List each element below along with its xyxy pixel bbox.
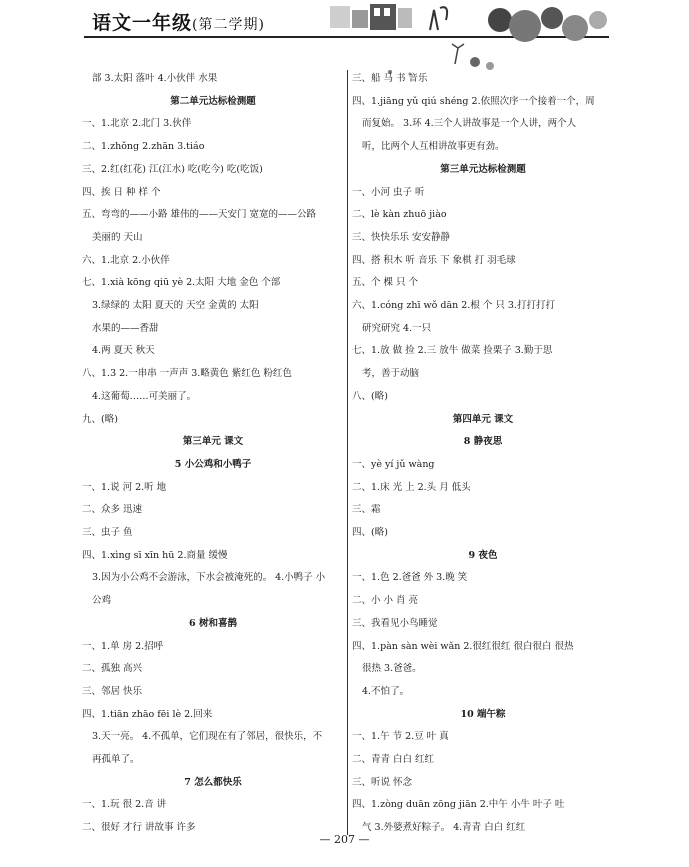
left-answer-line: 6 树和喜鹊 [189,617,237,629]
right-answer-line: 二、1.床 光 上 2.头 月 低头 [352,481,471,493]
right-answer-line: 五、个 棵 只 个 [352,277,419,289]
right-answer-line: 三、霜 [352,504,381,516]
left-answer-line: 五、弯弯的——小路 雄伟的——天安门 宽宽的——公路 [82,209,317,221]
right-answer-line: 三、我看见小鸟睡觉 [352,617,438,629]
left-answer-line: 5 小公鸡和小鸭子 [174,458,252,470]
left-answer-line: 3.因为小公鸡不会游泳，下水会被淹死的。 4.小鸭子 小 [92,572,326,584]
header-title-text: 语文一年级 [92,12,193,34]
left-answer-line: 美丽的 天山 [92,231,143,243]
right-answer-line: 而复始。 3.环 4.三个人讲故事是一个人讲，两个人 [362,118,577,130]
right-answer-line: 三、快快乐乐 安安静静 [352,231,451,243]
left-answer-line: 一、1.单 房 2.招呼 [82,640,164,652]
right-answer-line: 四、搭 积木 听 音乐 下 象棋 打 羽毛球 [352,254,516,266]
right-answer-line: 10 端午粽 [460,708,506,720]
right-answer-line: 第四单元 课文 [452,413,514,425]
right-answer-line: 二、lè kàn zhuō jiào [352,209,447,221]
right-answer-line: 一、1.午 节 2.豆 叶 真 [352,731,449,743]
left-answer-line: 第二单元达标检测题 [170,95,256,107]
left-answer-line: 三、邻居 快乐 [82,685,143,697]
left-answer-line: 七、1.xià kōng qiū yè 2.太阳 大地 金色 个部 [82,277,281,289]
right-answer-line: 研究研究 4.一只 [362,322,432,334]
left-answer-line: 一、1.北京 2.北门 3.伙伴 [82,118,192,130]
header-decoration-icon [330,0,620,80]
column-divider [347,70,348,835]
right-answer-line: 六、1.cóng zhī wǒ dān 2.根 个 只 3.打打打打 [352,300,555,311]
left-answer-line: 二、孤独 高兴 [82,663,143,675]
right-answer-line: 八、(略) [352,390,388,402]
left-answer-line: 三、2.红(红花) 江(江水) 吃(吃今) 吃(吃饭) [82,163,263,175]
page-number: — 207 — [319,833,370,846]
left-answer-line: 3.绿绿的 太阳 夏天的 天空 金黄的 太阳 [92,300,259,311]
left-answer-line: 四、挨 日 种 样 个 [82,186,161,198]
left-answer-line: 再孤单了。 [92,754,140,765]
left-answer-line: 7 怎么都快乐 [184,776,242,788]
left-answer-line: 三、虫子 鱼 [82,527,133,538]
left-answer-line: 二、1.zhǒng 2.zhān 3.tiáo [82,141,205,153]
right-answer-line: 气 3.外婆煮好粽子。 4.青青 白白 红红 [362,822,526,834]
right-answer-line: 8 静夜思 [463,436,503,448]
left-answer-line: 4.这葡萄……可美丽了。 [92,390,197,402]
left-answer-line: 一、1.玩 很 2.音 讲 [82,799,167,811]
right-answer-line: 四、1.pàn sàn wèi wǎn 2.很红很红 很白很白 很热 [352,640,574,652]
page-header [0,0,689,80]
left-answer-line: 第三单元 课文 [182,436,244,448]
header-title [92,8,265,35]
right-answer-line: 一、1.色 2.爸爸 外 3.晚 笑 [352,572,468,584]
right-answer-line: 四、1.jiāng yǔ qiú shéng 2.依照次序一个接着一个，周 [352,95,595,107]
left-answer-line: 六、1.北京 2.小伙伴 [82,254,170,266]
left-answer-line: 八、1.3 2.一串串 一声声 3.略黄色 紫红色 粉红色 [82,368,292,380]
left-answer-line: 四、1.xìng sī xīn hū 2.商量 缓慢 [82,549,228,561]
left-answer-line: 4.两 夏天 秋天 [92,345,155,357]
right-answer-line: 一、yè yí jǔ wàng [352,458,435,470]
right-answer-line: 二、小 小 肖 亮 [352,595,419,607]
right-answer-line: 四、1.zòng duān zōng jiān 2.中午 小牛 叶子 吐 [352,799,565,811]
left-answer-line: 水果的——香甜 [92,322,159,334]
right-answer-line: 七、1.放 做 捡 2.三 放牛 做菜 捡栗子 3.勤于思 [352,345,553,357]
right-answer-line: 三、听说 怀念 [352,776,413,788]
right-answer-line: 4.不怕了。 [362,685,410,697]
right-answer-line: 一、小河 虫子 听 [352,186,425,198]
right-answer-line: 二、青青 白白 红红 [352,754,435,765]
left-answer-line: 二、很好 才行 讲故事 许多 [82,822,196,834]
left-answer-line: 部 3.太阳 落叶 4.小伙伴 水果 [92,73,218,84]
left-answer-line: 一、1.说 河 2.听 地 [82,481,167,493]
left-answer-line: 九、(略) [82,413,118,425]
left-answer-line: 四、1.tiān zhāo fēi lè 2.回来 [82,708,213,720]
left-answer-line: 公鸡 [92,595,112,607]
left-answer-line: 3.天一亮。 4.不孤单，它们现在有了邻居，很快乐，不 [92,731,323,743]
right-answer-line: 9 夜色 [468,549,498,561]
right-answer-line: 听，比两个人互相讲故事更有劲。 [362,141,505,153]
right-answer-line: 第三单元达标检测题 [440,163,526,175]
header-subtitle: (第二学期) [192,17,265,33]
right-answer-line: 四、(略) [352,527,388,538]
right-answer-line: 三、船 马 书 音乐 [352,73,428,84]
left-answer-line: 二、众多 迅速 [82,504,143,516]
right-answer-line: 考，善于动脑 [362,368,420,380]
right-answer-line: 很热 3.爸爸。 [362,663,422,675]
